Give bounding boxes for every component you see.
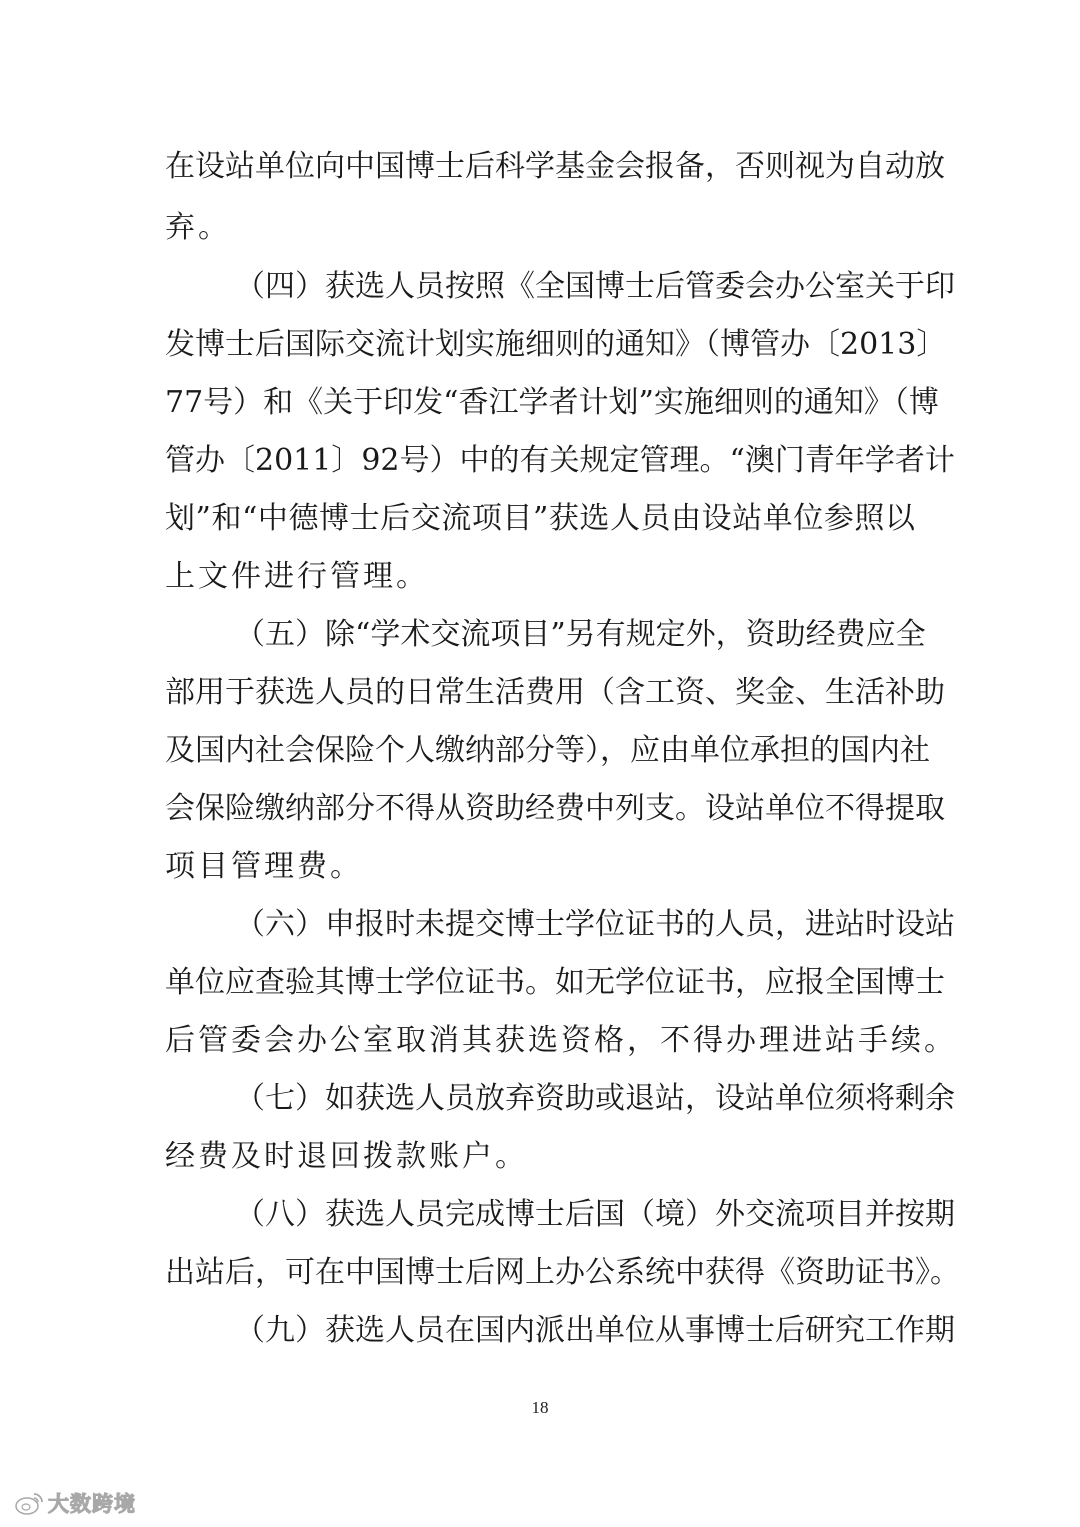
text-line: 经费及时退回拨款账户。 [165,1139,528,1174]
text-line: 及国内社会保险个人缴纳部分等），应由单位承担的国内社 [165,733,930,768]
paragraph-start-line: （四）获选人员按照《全国博士后管委会办公室关于印 [235,269,955,304]
text-line: 发博士后国际交流计划实施细则的通知》（博管办〔2013〕 [165,327,947,362]
text-line: 弃。 [165,210,231,245]
text-line: 划”和“中德博士后交流项目”获选人员由设站单位参照以 [165,501,915,536]
text-line: 后管委会办公室取消其获选资格，不得办理进站手续。 [165,1023,957,1058]
text-line: 出站后，可在中国博士后网上办公系统中获得《资助证书》。 [165,1255,960,1290]
text-line: 部用于获选人员的日常生活费用（含工资、奖金、生活补助 [165,675,945,710]
paragraph-start-line: （七）如获选人员放弃资助或退站，设站单位须将剩余 [235,1081,955,1116]
paragraph-start-line: （五）除“学术交流项目”另有规定外，资助经费应全 [235,617,926,652]
text-line: 在设站单位向中国博士后科学基金会报备，否则视为自动放 [165,149,945,184]
paragraph-start-line: （六）申报时未提交博士学位证书的人员，进站时设站 [235,907,955,942]
paragraph-start-line: （八）获选人员完成博士后国（境）外交流项目并按期 [235,1197,955,1232]
watermark [14,1488,136,1518]
watermark-text: 大数跨境 [48,1492,136,1516]
text-line: 会保险缴纳部分不得从资助经费中列支。设站单位不得提取 [165,791,945,826]
page-number: 18 [531,1398,549,1417]
paragraph-start-line: （九）获选人员在国内派出单位从事博士后研究工作期 [235,1313,955,1348]
text-line: 管办〔2011〕92号）中的有关规定管理。“澳门青年学者计 [165,443,955,478]
text-line: 单位应查验其博士学位证书。如无学位证书，应报全国博士 [165,965,945,1000]
text-line: 项目管理费。 [165,849,363,884]
text-line: 上文件进行管理。 [165,559,429,594]
weibo-logo-icon [14,1490,44,1516]
text-line: 77号）和《关于印发“香江学者计划”实施细则的通知》（博 [165,385,939,420]
